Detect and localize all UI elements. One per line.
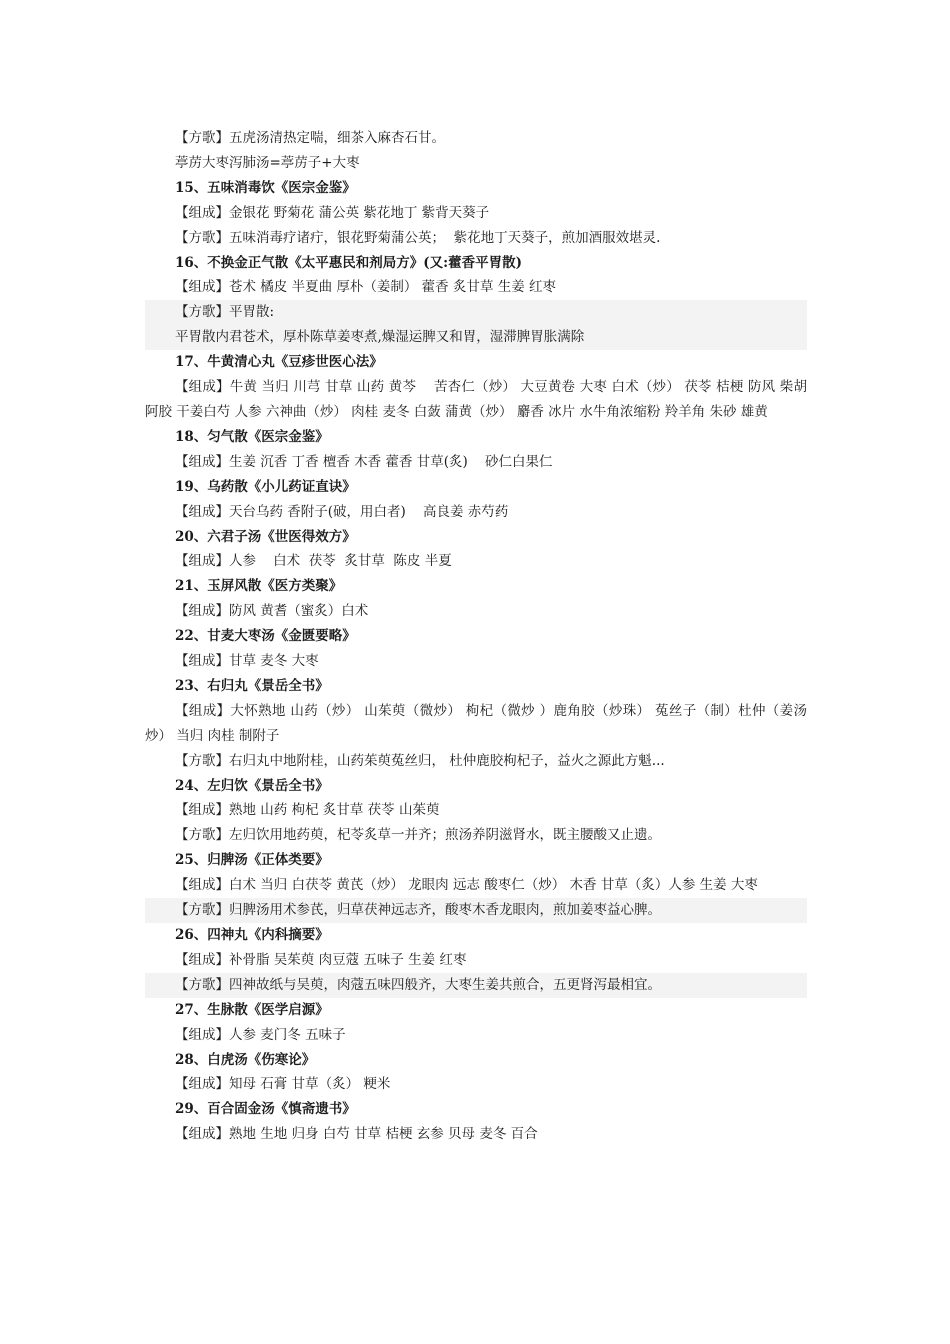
section-heading: 21、玉屏风散《医方类聚》 bbox=[175, 578, 343, 595]
section-heading: 15、五味消毒饮《医宗金鉴》 bbox=[175, 179, 356, 196]
text-line: 【组成】人参 白术 茯苓 炙甘草 陈皮 半夏 bbox=[175, 553, 452, 570]
text-line: 【组成】熟地 生地 归身 白芍 甘草 桔梗 玄参 贝母 麦冬 百合 bbox=[175, 1126, 538, 1143]
text-line: 【方歌】平胃散: bbox=[145, 300, 807, 325]
document-body bbox=[145, 126, 812, 1147]
section-heading: 29、百合固金汤《慎斋遗书》 bbox=[175, 1101, 356, 1118]
section-heading: 24、左归饮《景岳全书》 bbox=[175, 777, 329, 794]
text-line: 【组成】补骨脂 吴茱萸 肉豆蔻 五味子 生姜 红枣 bbox=[175, 951, 467, 968]
text-line: 【组成】熟地 山药 枸杞 炙甘草 茯苓 山茱萸 bbox=[175, 802, 440, 819]
text-line: 【方歌】五味消毒疗诸疔，银花野菊蒲公英； 紫花地丁天葵子，煎加酒服效堪灵. bbox=[175, 229, 661, 246]
text-line: 【组成】牛黄 当归 川芎 甘草 山药 黄芩 苦杏仁（炒） 大豆黄卷 大枣 白术（炒） 茯苓 桔梗 防风 柴胡 阿胶 干姜白芍 人参 六神曲（炒） 肉桂 麦冬 白蔹 蒲黄（炒） 麝香 冰片 水牛角浓缩粉 羚羊角 朱砂 雄黄 bbox=[145, 379, 812, 420]
text-line: 【组成】大怀熟地 山药（炒） 山茱萸（微炒） 枸杞（微炒 ）鹿角胶（炒珠） 菟丝子（制）杜仲（姜汤炒） 当归 肉桂 制附子 bbox=[145, 702, 807, 744]
section-heading: 19、乌药散《小儿药证直诀》 bbox=[175, 478, 356, 495]
section-heading: 18、匀气散《医宗金鉴》 bbox=[175, 428, 329, 445]
section-heading: 17、牛黄清心丸《豆疹世医心法》 bbox=[175, 354, 383, 371]
section-heading: 28、白虎汤《伤寒论》 bbox=[175, 1051, 316, 1068]
section-heading: 25、归脾汤《正体类要》 bbox=[175, 852, 329, 869]
text-line: 【方歌】四神故纸与吴萸，肉蔻五味四般齐，大枣生姜共煎合，五更肾泻最相宜。 bbox=[145, 973, 807, 998]
text-line: 葶苈大枣泻肺汤=葶苈子+大枣 bbox=[175, 154, 360, 171]
text-line: 【方歌】归脾汤用术参芪，归草茯神远志齐，酸枣木香龙眼肉，煎加姜枣益心脾。 bbox=[145, 898, 807, 923]
text-line: 【组成】甘草 麦冬 大枣 bbox=[175, 653, 319, 670]
text-line: 【方歌】右归丸中地附桂，山药茱萸菟丝归， 杜仲鹿胶枸杞子，益火之源此方魁... bbox=[175, 752, 665, 769]
text-line: 【组成】人参 麦门冬 五味子 bbox=[175, 1026, 346, 1043]
section-heading: 23、右归丸《景岳全书》 bbox=[175, 677, 329, 694]
text-line: 【组成】天台乌药 香附子(破，用白者) 高良姜 赤芍药 bbox=[175, 503, 509, 520]
text-line: 【组成】苍术 橘皮 半夏曲 厚朴（姜制） 藿香 炙甘草 生姜 红枣 bbox=[175, 279, 557, 296]
section-heading: 27、生脉散《医学启源》 bbox=[175, 1001, 329, 1018]
text-line: 【组成】生姜 沉香 丁香 檀香 木香 藿香 甘草(炙) 砂仁白果仁 bbox=[175, 453, 553, 470]
text-line: 平胃散内君苍术，厚朴陈草姜枣煮,燥湿运脾又和胃，湿滞脾胃胀满除 bbox=[145, 325, 807, 350]
text-line: 【组成】白术 当归 白茯苓 黄芪（炒） 龙眼肉 远志 酸枣仁（炒） 木香 甘草（炙）人参 生姜 大枣 bbox=[175, 877, 758, 894]
text-line: 【组成】知母 石膏 甘草（炙） 粳米 bbox=[175, 1076, 391, 1093]
text-line: 【组成】金银花 野菊花 蒲公英 紫花地丁 紫背天葵子 bbox=[175, 204, 490, 221]
text-line: 【组成】防风 黄耆（蜜炙）白术 bbox=[175, 603, 369, 620]
text-line: 【方歌】左归饮用地药萸，杞苓炙草一并齐；煎汤养阴滋肾水，既主腰酸又止遗。 bbox=[175, 827, 661, 844]
section-heading: 16、不换金正气散《太平惠民和剂局方》(又:藿香平胃散) bbox=[175, 254, 523, 271]
text-line: 【方歌】五虎汤清热定喘，细茶入麻杏石甘。 bbox=[175, 130, 445, 146]
section-heading: 26、四神丸《内科摘要》 bbox=[175, 927, 329, 943]
section-heading: 20、六君子汤《世医得效方》 bbox=[175, 528, 356, 545]
section-heading: 22、甘麦大枣汤《金匮要略》 bbox=[175, 628, 356, 645]
